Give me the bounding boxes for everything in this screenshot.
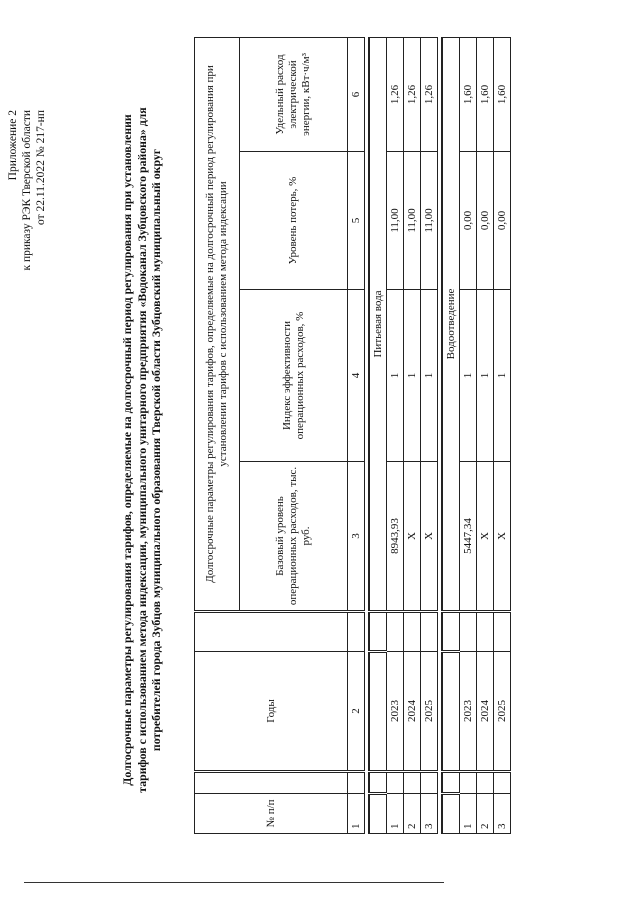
column-number: 6 (348, 37, 365, 151)
header-loss-level: Уровень потерь, % (240, 152, 348, 290)
header-parameter-group: Долгосрочные параметры регулирования тарифов, определяемые на долгосрочный период регулирования при установлении тарифов с использованием метода индексации (195, 37, 240, 611)
row-year: 2023 (387, 652, 404, 772)
row-spacer (404, 612, 421, 652)
appendix-line-1: Приложение 2 (7, 110, 19, 181)
row-base-level: 5447,34 (460, 462, 477, 612)
row-spacer (494, 612, 511, 652)
appendix-line-2: к приказу РЭК Тверской области (21, 110, 33, 271)
row-year: 2024 (477, 652, 494, 772)
section-title-drinking-water: Питьевая вода (369, 37, 387, 611)
appendix-line-3: от 22.11.2022 № 217-нп (35, 110, 47, 225)
header-spacer (195, 612, 348, 652)
section-title-wastewater: Водоотведение (442, 37, 460, 611)
row-spacer (460, 772, 477, 794)
section-title-row (442, 37, 460, 833)
section-spacer (442, 652, 460, 772)
column-number-spacer (348, 772, 365, 794)
header-number: № п/п (195, 794, 348, 834)
row-number: 1 (460, 794, 477, 834)
column-number: 4 (348, 290, 365, 462)
column-number: 3 (348, 462, 365, 612)
row-loss-level: 11,00 (421, 152, 438, 290)
row-efficiency-index: 1 (494, 290, 511, 462)
section-spacer (442, 612, 460, 652)
header-efficiency-index: Индекс эффективности операционных расходов, % (240, 290, 348, 462)
table-row (460, 37, 477, 833)
table-row (477, 37, 494, 833)
section-spacer (369, 652, 387, 772)
row-energy-use: 1,60 (477, 37, 494, 151)
row-efficiency-index: 1 (421, 290, 438, 462)
row-year: 2025 (494, 652, 511, 772)
row-efficiency-index: 1 (404, 290, 421, 462)
appendix-reference (6, 110, 48, 860)
header-energy-use: Удельный расход электрической энергии, кВт·ч/м³ (240, 37, 348, 151)
parameters-table (194, 37, 511, 834)
section-title-row (369, 37, 387, 833)
row-spacer (477, 772, 494, 794)
table-row (387, 37, 404, 833)
table-row (421, 37, 438, 833)
column-number: 1 (348, 794, 365, 834)
row-spacer (387, 772, 404, 794)
title-line-3: потребителей города Зубцов муниципального образования Тверской области Зубцовский муниципальный округ (149, 148, 163, 752)
row-loss-level: 11,00 (387, 152, 404, 290)
header-spacer (195, 772, 348, 794)
row-efficiency-index: 1 (477, 290, 494, 462)
section-spacer (369, 612, 387, 652)
row-spacer (421, 772, 438, 794)
row-number: 1 (387, 794, 404, 834)
row-base-level: Х (421, 462, 438, 612)
table-row (494, 37, 511, 833)
title-line-2: тарифов с использованием метода индексации, муниципального унитарного предприятия «Водоканал Зубцовского района» для (134, 107, 149, 793)
column-number: 5 (348, 152, 365, 290)
row-year: 2024 (404, 652, 421, 772)
row-loss-level: 0,00 (477, 152, 494, 290)
row-base-level: Х (494, 462, 511, 612)
row-number: 3 (421, 794, 438, 834)
row-energy-use: 1,26 (387, 37, 404, 151)
title-line-1: Долгосрочные параметры регулирования тарифов, определяемые на долгосрочный период регулирования при установлении (120, 114, 134, 786)
column-number: 2 (348, 652, 365, 772)
row-energy-use: 1,60 (494, 37, 511, 151)
table-row (404, 37, 421, 833)
row-energy-use: 1,26 (404, 37, 421, 151)
section-spacer (442, 772, 460, 794)
document-title (120, 70, 164, 830)
column-numbers-row (348, 37, 365, 833)
row-spacer (477, 612, 494, 652)
row-loss-level: 11,00 (404, 152, 421, 290)
row-energy-use: 1,60 (460, 37, 477, 151)
footer-rule (24, 882, 444, 883)
header-base-level: Базовый уровень операционных расходов, тыс. руб. (240, 462, 348, 612)
row-number: 2 (404, 794, 421, 834)
row-base-level: Х (477, 462, 494, 612)
row-base-level: Х (404, 462, 421, 612)
row-energy-use: 1,26 (421, 37, 438, 151)
row-loss-level: 0,00 (494, 152, 511, 290)
section-spacer (369, 772, 387, 794)
row-efficiency-index: 1 (387, 290, 404, 462)
row-spacer (494, 772, 511, 794)
column-number-spacer (348, 612, 365, 652)
section-spacer (442, 794, 460, 834)
row-base-level: 8943,93 (387, 462, 404, 612)
section-spacer (369, 794, 387, 834)
table-header-row (195, 37, 240, 833)
row-loss-level: 0,00 (460, 152, 477, 290)
row-number: 2 (477, 794, 494, 834)
row-spacer (421, 612, 438, 652)
row-spacer (460, 612, 477, 652)
row-spacer (387, 612, 404, 652)
row-number: 3 (494, 794, 511, 834)
row-year: 2025 (421, 652, 438, 772)
row-spacer (404, 772, 421, 794)
header-years: Годы (195, 652, 348, 772)
row-efficiency-index: 1 (460, 290, 477, 462)
row-year: 2023 (460, 652, 477, 772)
